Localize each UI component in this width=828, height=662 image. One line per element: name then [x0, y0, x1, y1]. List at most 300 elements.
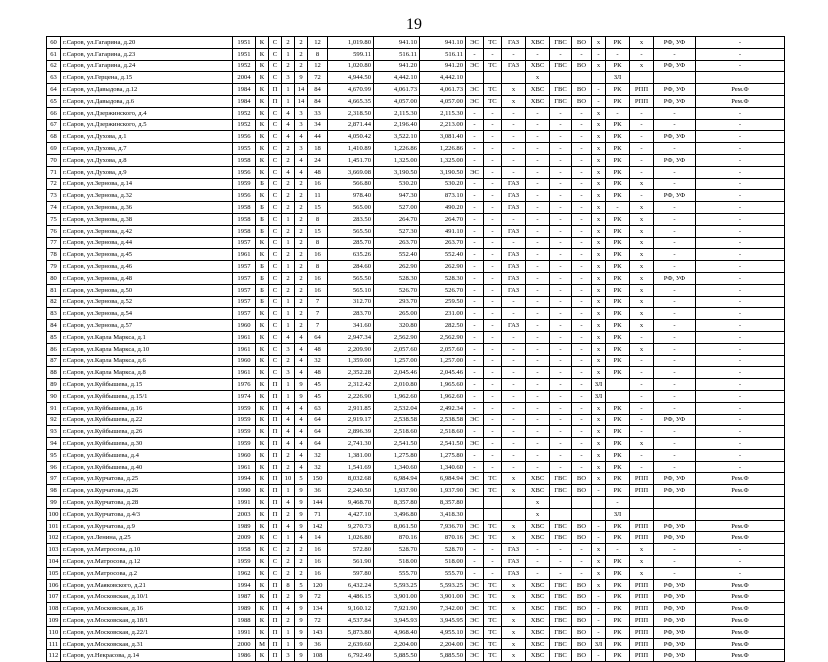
cell-flag-c: х — [630, 237, 654, 249]
cell-sewerage: - — [572, 461, 592, 473]
cell-address: г.Саров, ул.Зернова, д.44 — [61, 237, 233, 249]
cell-gas: ГАЗ — [502, 190, 526, 202]
cell-address: г.Саров, ул.Курчатова, д.28 — [61, 497, 233, 509]
cell-heating: - — [484, 438, 502, 450]
cell-total-area: 1,451.70 — [328, 154, 374, 166]
cell-apartments: 36 — [308, 485, 328, 497]
cell-entrances: 2 — [282, 615, 295, 627]
cell-flag-d: РФ, УФ — [654, 615, 696, 627]
cell-electricity: ЭС — [466, 37, 484, 49]
cell-apartments: 71 — [308, 508, 328, 520]
cell-hot-water: - — [550, 355, 572, 367]
cell-living-area: 1,226.86 — [374, 143, 420, 155]
cell-flag-d: - — [654, 237, 696, 249]
cell-residential-area: 552.40 — [420, 249, 466, 261]
cell-flag-b: РК — [606, 650, 630, 662]
cell-electricity: - — [466, 225, 484, 237]
cell-sewerage — [572, 497, 592, 509]
cell-living-area: 1,257.00 — [374, 355, 420, 367]
cell-floors: 14 — [295, 84, 308, 96]
cell-living-area: 870.16 — [374, 532, 420, 544]
cell-residential-area: 2,204.00 — [420, 638, 466, 650]
cell-sewerage: - — [572, 131, 592, 143]
cell-entrances: 2 — [282, 567, 295, 579]
cell-cold-water: - — [526, 249, 550, 261]
cell-hot-water: - — [550, 438, 572, 450]
cell-cold-water: - — [526, 402, 550, 414]
cell-total-area: 4,486.15 — [328, 591, 374, 603]
cell-hot-water: - — [550, 567, 572, 579]
cell-electricity: - — [466, 449, 484, 461]
cell-flag-b: ЗЛ — [606, 72, 630, 84]
cell-flag-a: - — [592, 603, 606, 615]
cell-entrances: 3 — [282, 72, 295, 84]
cell-address: г.Саров, ул.Давыдова, д.12 — [61, 84, 233, 96]
cell-residential-area: 2,562.90 — [420, 331, 466, 343]
cell-wall-type: Б — [256, 202, 269, 214]
cell-total-area: 4,670.99 — [328, 84, 374, 96]
table-row — [47, 225, 785, 237]
cell-year-built: 1988 — [233, 615, 256, 627]
cell-material: П — [269, 626, 282, 638]
cell-row-number: 100 — [47, 508, 61, 520]
cell-gas: - — [502, 213, 526, 225]
cell-sewerage: ВО — [572, 60, 592, 72]
cell-wall-type: К — [256, 119, 269, 131]
cell-flag-e: Рем.Ф — [696, 473, 785, 485]
cell-flag-d: РФ, УФ — [654, 591, 696, 603]
cell-entrances: 2 — [282, 449, 295, 461]
table-row — [47, 497, 785, 509]
cell-wall-type: К — [256, 320, 269, 332]
cell-floors: 4 — [295, 414, 308, 426]
cell-entrances: 2 — [282, 355, 295, 367]
cell-floors: 2 — [295, 556, 308, 568]
cell-floors: 9 — [295, 508, 308, 520]
cell-flag-e: - — [696, 390, 785, 402]
cell-entrances: 10 — [282, 473, 295, 485]
cell-total-area: 312.70 — [328, 296, 374, 308]
cell-heating: - — [484, 556, 502, 568]
cell-flag-e: - — [696, 202, 785, 214]
cell-material: П — [269, 603, 282, 615]
cell-cold-water: - — [526, 261, 550, 273]
table-row — [47, 296, 785, 308]
table-row — [47, 213, 785, 225]
cell-heating: - — [484, 261, 502, 273]
cell-cold-water: - — [526, 166, 550, 178]
cell-wall-type: К — [256, 37, 269, 49]
cell-flag-c: х — [630, 37, 654, 49]
cell-address: г.Саров, ул.Духова, д.1 — [61, 131, 233, 143]
cell-gas: ГАЗ — [502, 178, 526, 190]
cell-material: П — [269, 508, 282, 520]
cell-heating: - — [484, 154, 502, 166]
cell-residential-area: 941.10 — [420, 37, 466, 49]
cell-flag-d: - — [654, 284, 696, 296]
cell-total-area: 1,026.80 — [328, 532, 374, 544]
cell-floors: 4 — [295, 166, 308, 178]
cell-cold-water: - — [526, 343, 550, 355]
cell-apartments: 8 — [308, 213, 328, 225]
cell-flag-c: РПП — [630, 579, 654, 591]
cell-residential-area: 2,538.58 — [420, 414, 466, 426]
table-row — [47, 532, 785, 544]
cell-total-area: 8,032.68 — [328, 473, 374, 485]
cell-flag-a: х — [592, 37, 606, 49]
cell-flag-a: - — [592, 520, 606, 532]
cell-year-built: 1961 — [233, 343, 256, 355]
cell-living-area: 8,357.80 — [374, 497, 420, 509]
cell-gas: ГАЗ — [502, 202, 526, 214]
cell-cold-water: х — [526, 72, 550, 84]
cell-flag-d: - — [654, 261, 696, 273]
cell-flag-e: - — [696, 37, 785, 49]
cell-total-area: 1,359.00 — [328, 355, 374, 367]
cell-wall-type: Б — [256, 261, 269, 273]
cell-electricity: - — [466, 367, 484, 379]
cell-gas: ГАЗ — [502, 567, 526, 579]
cell-flag-a: х — [592, 272, 606, 284]
cell-gas: - — [502, 237, 526, 249]
table-row — [47, 343, 785, 355]
cell-hot-water: - — [550, 131, 572, 143]
cell-flag-e: - — [696, 166, 785, 178]
cell-living-area: 263.70 — [374, 237, 420, 249]
cell-material: С — [269, 131, 282, 143]
cell-flag-a: х — [592, 331, 606, 343]
cell-flag-d: РФ, УФ — [654, 154, 696, 166]
cell-flag-c: РПП — [630, 473, 654, 485]
cell-flag-e: - — [696, 567, 785, 579]
cell-address: г.Саров, ул.Куйбышева, д.16 — [61, 402, 233, 414]
cell-flag-b: РК — [606, 414, 630, 426]
cell-flag-a: х — [592, 60, 606, 72]
cell-sewerage: - — [572, 544, 592, 556]
cell-total-area: 2,871.44 — [328, 119, 374, 131]
cell-row-number: 109 — [47, 615, 61, 627]
cell-year-built: 1960 — [233, 355, 256, 367]
cell-sewerage: ВО — [572, 591, 592, 603]
cell-cold-water: - — [526, 367, 550, 379]
cell-row-number: 82 — [47, 296, 61, 308]
table-row — [47, 591, 785, 603]
cell-year-built: 1958 — [233, 225, 256, 237]
cell-hot-water: - — [550, 237, 572, 249]
cell-flag-a: х — [592, 284, 606, 296]
cell-living-area: 941.10 — [374, 37, 420, 49]
cell-total-area: 4,427.10 — [328, 508, 374, 520]
cell-gas: х — [502, 95, 526, 107]
cell-flag-d: - — [654, 343, 696, 355]
cell-row-number: 93 — [47, 426, 61, 438]
cell-heating: ТС — [484, 591, 502, 603]
cell-wall-type: К — [256, 603, 269, 615]
cell-hot-water: - — [550, 426, 572, 438]
table-row — [47, 379, 785, 391]
cell-residential-area: 528.30 — [420, 272, 466, 284]
cell-flag-e: Рем.Ф — [696, 650, 785, 662]
cell-flag-c: х — [630, 567, 654, 579]
cell-sewerage: - — [572, 567, 592, 579]
cell-electricity: ЭС — [466, 650, 484, 662]
cell-gas: - — [502, 414, 526, 426]
cell-flag-a: х — [592, 438, 606, 450]
cell-heating: - — [484, 402, 502, 414]
cell-material: С — [269, 60, 282, 72]
cell-sewerage: - — [572, 296, 592, 308]
cell-residential-area: 1,937.90 — [420, 485, 466, 497]
cell-flag-e: - — [696, 261, 785, 273]
cell-sewerage: - — [572, 119, 592, 131]
cell-flag-a — [592, 497, 606, 509]
table-row — [47, 485, 785, 497]
cell-material: С — [269, 308, 282, 320]
cell-flag-e: Рем.Ф — [696, 485, 785, 497]
cell-year-built: 1952 — [233, 107, 256, 119]
cell-flag-b: РК — [606, 473, 630, 485]
cell-heating: ТС — [484, 60, 502, 72]
cell-electricity: ЭС — [466, 579, 484, 591]
cell-gas — [502, 497, 526, 509]
cell-flag-a: - — [592, 532, 606, 544]
cell-apartments: 72 — [308, 72, 328, 84]
cell-living-area: 1,325.00 — [374, 154, 420, 166]
cell-flag-e: - — [696, 379, 785, 391]
cell-year-built: 1956 — [233, 190, 256, 202]
table-row — [47, 402, 785, 414]
cell-flag-e: Рем.Ф — [696, 532, 785, 544]
cell-year-built: 1955 — [233, 143, 256, 155]
cell-material: С — [269, 249, 282, 261]
cell-entrances: 1 — [282, 296, 295, 308]
cell-row-number: 89 — [47, 379, 61, 391]
cell-year-built: 1957 — [233, 296, 256, 308]
cell-material: С — [269, 190, 282, 202]
cell-row-number: 106 — [47, 579, 61, 591]
cell-flag-a: х — [592, 461, 606, 473]
cell-wall-type: К — [256, 556, 269, 568]
cell-sewerage: ВО — [572, 37, 592, 49]
cell-row-number: 81 — [47, 284, 61, 296]
cell-heating: - — [484, 426, 502, 438]
table-row — [47, 249, 785, 261]
cell-electricity: - — [466, 48, 484, 60]
cell-gas: - — [502, 449, 526, 461]
cell-heating: ТС — [484, 37, 502, 49]
cell-flag-d: РФ, УФ — [654, 414, 696, 426]
cell-living-area: 3,901.00 — [374, 591, 420, 603]
cell-flag-c: РПП — [630, 520, 654, 532]
cell-entrances: 4 — [282, 119, 295, 131]
cell-flag-c: х — [630, 343, 654, 355]
table-row — [47, 508, 785, 520]
cell-gas: ГАЗ — [502, 544, 526, 556]
cell-apartments: 8 — [308, 261, 328, 273]
cell-residential-area: 3,945.95 — [420, 615, 466, 627]
cell-hot-water: - — [550, 343, 572, 355]
cell-residential-area: 873.10 — [420, 190, 466, 202]
cell-wall-type: К — [256, 154, 269, 166]
cell-flag-a: х — [592, 579, 606, 591]
cell-flag-a: х — [592, 426, 606, 438]
cell-electricity: - — [466, 544, 484, 556]
cell-flag-e: - — [696, 107, 785, 119]
table-row — [47, 461, 785, 473]
cell-gas: х — [502, 485, 526, 497]
cell-living-area: 552.40 — [374, 249, 420, 261]
cell-floors: 9 — [295, 390, 308, 402]
cell-gas: - — [502, 48, 526, 60]
cell-living-area: 2,518.60 — [374, 426, 420, 438]
cell-flag-b: РК — [606, 119, 630, 131]
cell-residential-area: 491.10 — [420, 225, 466, 237]
cell-entrances: 4 — [282, 520, 295, 532]
cell-flag-d: - — [654, 225, 696, 237]
cell-flag-b: РК — [606, 556, 630, 568]
cell-entrances: 2 — [282, 190, 295, 202]
cell-flag-c: РПП — [630, 532, 654, 544]
cell-hot-water: - — [550, 461, 572, 473]
cell-material: П — [269, 615, 282, 627]
cell-year-built: 1994 — [233, 579, 256, 591]
cell-total-area: 2,226.90 — [328, 390, 374, 402]
cell-total-area: 1,541.69 — [328, 461, 374, 473]
cell-flag-d: РФ, УФ — [654, 579, 696, 591]
cell-floors: 5 — [295, 579, 308, 591]
cell-flag-b: РК — [606, 615, 630, 627]
cell-row-number: 87 — [47, 355, 61, 367]
cell-living-area: 1,275.80 — [374, 449, 420, 461]
cell-gas: х — [502, 591, 526, 603]
cell-cold-water: ХВС — [526, 532, 550, 544]
cell-floors: 9 — [295, 72, 308, 84]
cell-residential-area: 4,061.73 — [420, 84, 466, 96]
cell-heating: - — [484, 190, 502, 202]
cell-apartments: 84 — [308, 95, 328, 107]
cell-apartments: 64 — [308, 426, 328, 438]
cell-floors: 9 — [295, 603, 308, 615]
table-row — [47, 390, 785, 402]
cell-electricity: - — [466, 320, 484, 332]
cell-apartments: 32 — [308, 355, 328, 367]
cell-living-area: 2,538.58 — [374, 414, 420, 426]
cell-living-area: 6,984.94 — [374, 473, 420, 485]
cell-living-area: 2,115.30 — [374, 107, 420, 119]
cell-sewerage: - — [572, 426, 592, 438]
cell-flag-d: РФ, УФ — [654, 37, 696, 49]
cell-wall-type: Б — [256, 213, 269, 225]
cell-address: г.Саров, ул.Некрасова, д.14 — [61, 650, 233, 662]
cell-year-built: 1952 — [233, 119, 256, 131]
cell-hot-water: - — [550, 556, 572, 568]
cell-living-area: 516.11 — [374, 48, 420, 60]
cell-wall-type: К — [256, 237, 269, 249]
cell-gas: х — [502, 84, 526, 96]
cell-flag-b: РК — [606, 532, 630, 544]
cell-heating — [484, 508, 502, 520]
cell-gas: - — [502, 119, 526, 131]
cell-residential-area: 4,955.10 — [420, 626, 466, 638]
cell-residential-area: 516.11 — [420, 48, 466, 60]
cell-flag-b: - — [606, 497, 630, 509]
cell-residential-area: 530.20 — [420, 178, 466, 190]
cell-wall-type: К — [256, 473, 269, 485]
cell-row-number: 104 — [47, 556, 61, 568]
cell-flag-b: РК — [606, 579, 630, 591]
cell-heating: - — [484, 308, 502, 320]
cell-apartments: 14 — [308, 532, 328, 544]
cell-cold-water: ХВС — [526, 485, 550, 497]
cell-flag-b: РК — [606, 626, 630, 638]
cell-residential-area: 8,357.80 — [420, 497, 466, 509]
cell-year-built: 2003 — [233, 508, 256, 520]
cell-flag-a: - — [592, 626, 606, 638]
cell-flag-c: - — [630, 131, 654, 143]
cell-living-area: 3,522.10 — [374, 131, 420, 143]
cell-flag-a: х — [592, 567, 606, 579]
cell-entrances: 4 — [282, 438, 295, 450]
cell-flag-e: - — [696, 190, 785, 202]
cell-apartments: 134 — [308, 603, 328, 615]
cell-flag-d: - — [654, 119, 696, 131]
cell-living-area: 4,442.10 — [374, 72, 420, 84]
cell-electricity: - — [466, 249, 484, 261]
cell-heating: - — [484, 343, 502, 355]
cell-electricity: ЭС — [466, 95, 484, 107]
cell-row-number: 78 — [47, 249, 61, 261]
cell-hot-water: - — [550, 379, 572, 391]
cell-flag-c: х — [630, 308, 654, 320]
cell-flag-b: РК — [606, 567, 630, 579]
cell-gas: ГАЗ — [502, 249, 526, 261]
cell-flag-e: - — [696, 461, 785, 473]
cell-residential-area: 3,081.40 — [420, 131, 466, 143]
cell-cold-water: ХВС — [526, 638, 550, 650]
cell-apartments: 16 — [308, 178, 328, 190]
cell-year-built: 1958 — [233, 544, 256, 556]
cell-apartments: 8 — [308, 237, 328, 249]
cell-entrances: 2 — [282, 178, 295, 190]
table-row — [47, 84, 785, 96]
cell-sewerage: ВО — [572, 473, 592, 485]
cell-cold-water: - — [526, 48, 550, 60]
cell-flag-b: - — [606, 48, 630, 60]
cell-flag-a: х — [592, 544, 606, 556]
cell-material: П — [269, 497, 282, 509]
cell-row-number: 98 — [47, 485, 61, 497]
cell-electricity: ЭС — [466, 603, 484, 615]
cell-cold-water: - — [526, 379, 550, 391]
cell-flag-e: - — [696, 449, 785, 461]
cell-flag-c: - — [630, 367, 654, 379]
cell-floors: 2 — [295, 190, 308, 202]
cell-flag-c: РПП — [630, 95, 654, 107]
cell-wall-type: К — [256, 544, 269, 556]
cell-material: П — [269, 485, 282, 497]
cell-entrances: 3 — [282, 367, 295, 379]
cell-apartments: 34 — [308, 119, 328, 131]
cell-living-area: 528.70 — [374, 544, 420, 556]
cell-gas: - — [502, 154, 526, 166]
cell-apartments: 48 — [308, 343, 328, 355]
cell-flag-e: - — [696, 48, 785, 60]
cell-entrances: 4 — [282, 414, 295, 426]
cell-living-area: 3,190.50 — [374, 166, 420, 178]
cell-entrances: 1 — [282, 320, 295, 332]
cell-address: г.Саров, ул.Куйбышева, д.26 — [61, 426, 233, 438]
table-row — [47, 367, 785, 379]
